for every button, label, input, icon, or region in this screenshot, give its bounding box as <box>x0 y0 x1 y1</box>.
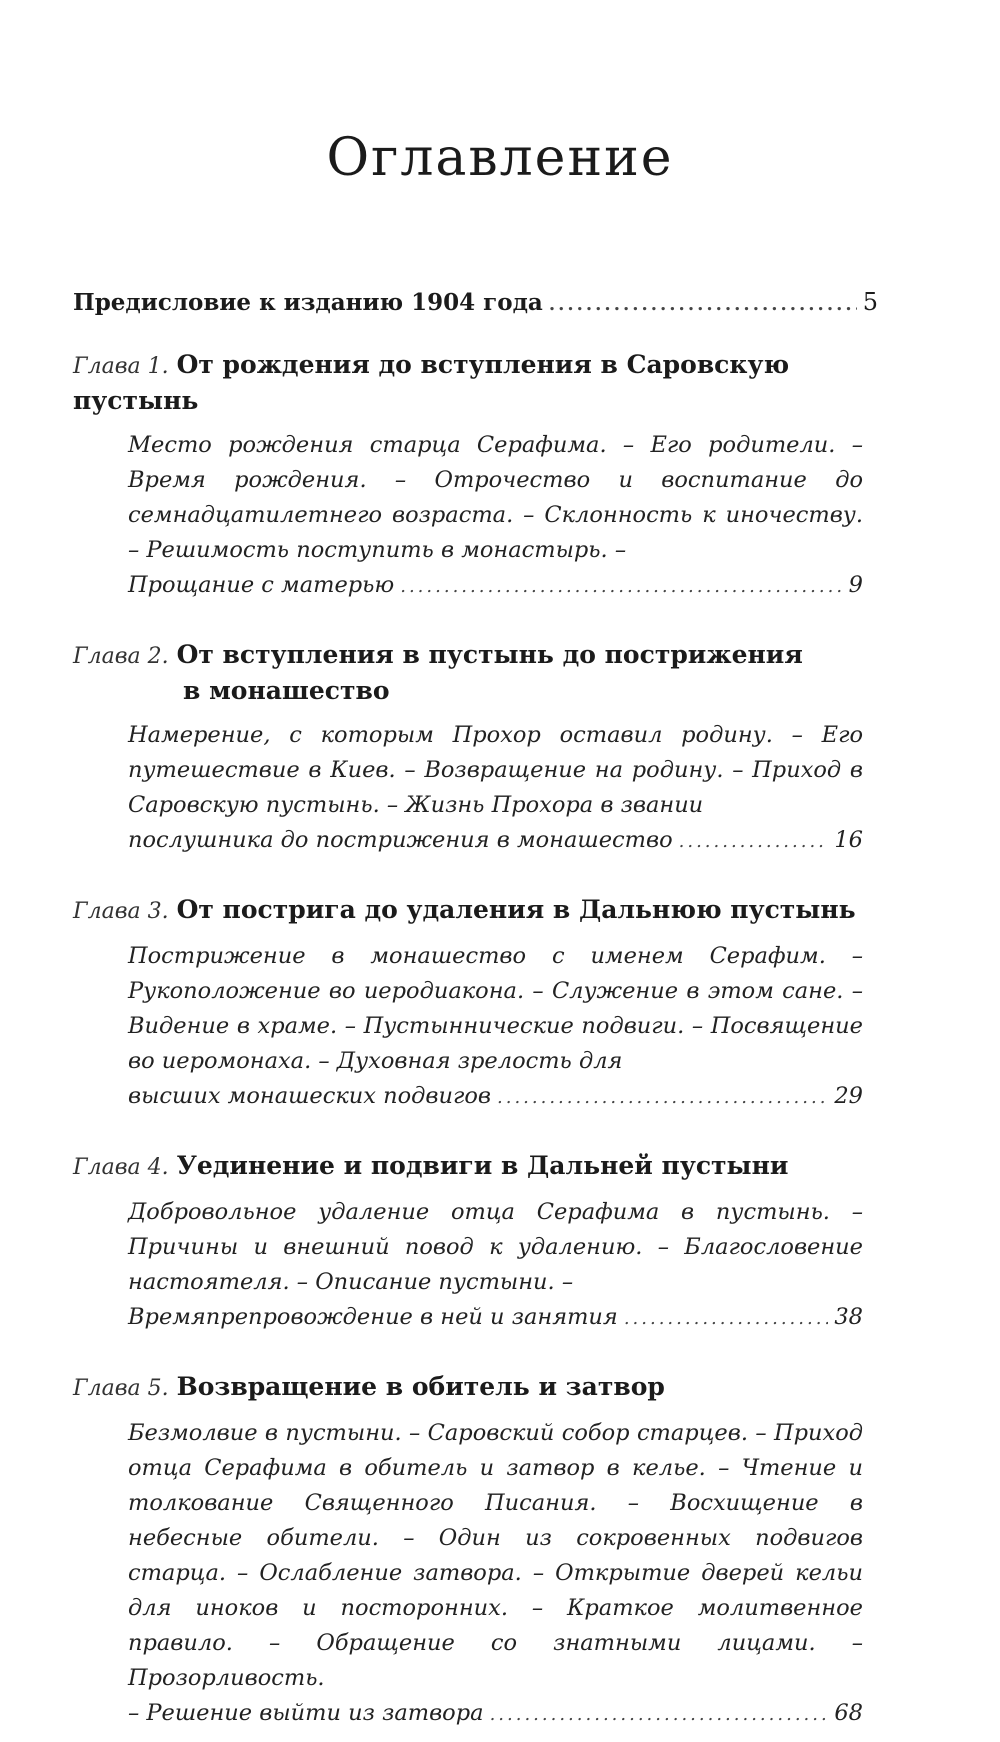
chapter-summary <box>128 939 863 1115</box>
summary-text: Намерение, с которым Прохор оставил родину. – Его путешествие в Киев. – Возвращение на родину. – Приход в Саровскую пустынь. – Жизнь Прохора в звании <box>128 722 863 818</box>
page-title: Оглавление <box>326 128 674 188</box>
page-number: 5 <box>862 288 878 316</box>
toc-entry-chapter-2[interactable] <box>73 638 878 859</box>
chapter-summary <box>128 1195 863 1336</box>
chapter-summary <box>128 718 863 859</box>
page-number: 9 <box>848 572 863 598</box>
toc-entry-chapter-4[interactable] <box>73 1149 878 1336</box>
summary-last-line: – Решение выйти из затвора <box>128 1700 484 1726</box>
chapter-title: От пострига до удаления в Дальнюю пустынь <box>176 895 856 924</box>
toc-entry-preface[interactable] <box>73 290 878 314</box>
chapter-title: Возвращение в обитель и затвор <box>176 1372 665 1401</box>
chapter-label: Глава 5. <box>73 1376 169 1401</box>
chapter-label: Глава 2. <box>73 644 169 669</box>
page-number: 29 <box>834 1083 863 1109</box>
preface-title: Предисловие к изданию 1904 года <box>73 289 543 316</box>
toc-entry-chapter-1[interactable] <box>73 348 878 604</box>
chapter-label: Глава 4. <box>73 1155 169 1180</box>
summary-text: Безмолвие в пустыни. – Саровский собор старцев. – Приход отца Серафима в обитель и затвор в келье. – Чтение и толкование Священного Писания. – Восхищение в небесные обители. – Один из сокровенных подвигов старца. – Ослабление затвора. – Открытие дверей кельи для иноков и посторонних. – Краткое молитвенное правило. – Обращение со знатными лицами. – Прозорливость. <box>128 1420 863 1691</box>
table-of-contents <box>73 290 878 1732</box>
toc-entry-chapter-3[interactable] <box>73 893 878 1115</box>
leader-dots <box>497 1080 828 1115</box>
leader-dots <box>549 296 857 314</box>
toc-entry-chapter-5[interactable] <box>73 1370 878 1732</box>
chapter-title-continued: в монашество <box>183 676 390 705</box>
chapter-title: От рождения до вступления в Саровскую пустынь <box>73 350 790 415</box>
chapter-label: Глава 1. <box>73 354 169 379</box>
page-number: 68 <box>834 1700 863 1726</box>
page-number: 38 <box>834 1304 863 1330</box>
leader-dots <box>624 1301 829 1336</box>
summary-text: Пострижение в монашество с именем Серафим. – Рукоположение во иеродиакона. – Служение в этом сане. – Видение в храме. – Пустыннические подвиги. – Посвящение во иеромонаха. – Духовная зрелость для <box>128 943 863 1074</box>
leader-dots <box>400 569 842 604</box>
chapter-title: Уединение и подвиги в Дальней пустыни <box>176 1151 789 1180</box>
summary-last-line: Времяпрепровождение в ней и занятия <box>128 1304 618 1330</box>
page-number: 16 <box>834 827 863 853</box>
summary-last-line: послушника до пострижения в монашество <box>128 827 673 853</box>
leader-dots <box>679 824 829 859</box>
chapter-summary <box>128 1416 863 1732</box>
chapter-summary <box>128 428 863 604</box>
summary-text: Добровольное удаление отца Серафима в пустынь. – Причины и внешний повод к удалению. – Благословение настоятеля. – Описание пустыни. – <box>128 1199 863 1295</box>
summary-last-line: высших монашеских подвигов <box>128 1083 491 1109</box>
chapter-title: От вступления в пустынь до пострижения <box>176 640 803 669</box>
summary-text: Место рождения старца Серафима. – Его родители. – Время рождения. – Отрочество и воспитание до семнадцатилетнего возраста. – Склонность к иночеству. – Решимость поступить в монастырь. – <box>128 432 863 563</box>
summary-last-line: Прощание с матерью <box>128 572 395 598</box>
chapter-label: Глава 3. <box>73 899 169 924</box>
leader-dots <box>490 1697 829 1732</box>
